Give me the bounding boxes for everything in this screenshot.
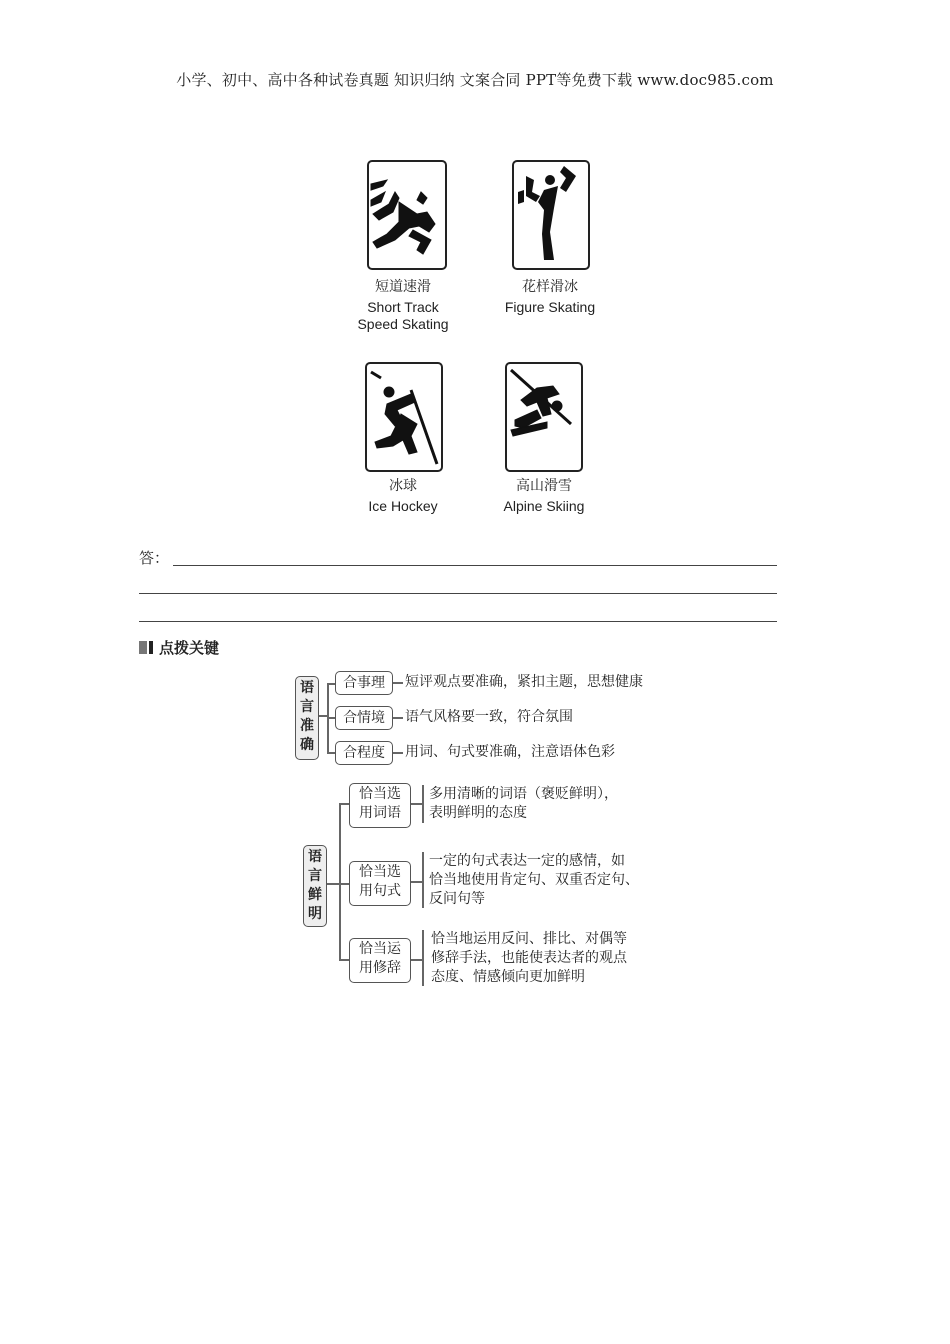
connector — [411, 959, 422, 961]
short-track-pictogram — [367, 160, 447, 270]
ice-hockey-caption: 冰球 Ice Hockey — [368, 478, 438, 514]
short-track-skater-icon — [369, 162, 445, 268]
connector — [339, 803, 349, 805]
alpine-skiing-pictogram — [505, 362, 583, 472]
figure-skater-icon — [514, 162, 588, 268]
connector — [327, 883, 339, 885]
diagram1-branch-2: 合情境 — [335, 706, 393, 730]
answer-label: 答： — [139, 549, 170, 567]
connector — [339, 883, 349, 885]
section-marker-icon — [139, 641, 147, 654]
connector — [339, 803, 341, 960]
diagram2-branch-3: 恰当运 用修辞 — [349, 938, 411, 983]
diagram1-desc-3: 用词、句式要准确，注意语体色彩 — [405, 744, 615, 760]
diagram2-desc-1: 多用清晰的词语（褒贬鲜明）， 表明鲜明的态度 — [429, 786, 618, 821]
connector — [319, 715, 327, 717]
page-header: 小学、初中、高中各种试卷真题 知识归纳 文案合同 PPT等免费下载 www.doc985.com — [176, 71, 774, 89]
short-track-caption: 短道速滑 Short Track Speed Skating — [357, 279, 449, 332]
connector — [393, 682, 403, 684]
section-marker-bar — [149, 641, 153, 654]
answer-line[interactable] — [173, 565, 777, 566]
diagram2-root: 语言鲜明 — [303, 845, 327, 927]
diagram1-branch-1: 合事理 — [335, 671, 393, 695]
connector — [411, 881, 422, 883]
connector — [393, 752, 403, 754]
connector — [422, 930, 424, 986]
connector — [393, 717, 403, 719]
answer-line[interactable] — [139, 621, 777, 622]
connector — [411, 803, 422, 805]
figure-skating-pictogram — [512, 160, 590, 270]
diagram2-branch-1: 恰当选 用词语 — [349, 783, 411, 828]
alpine-skier-icon — [507, 364, 581, 470]
diagram1-desc-1: 短评观点要准确，紧扣主题，思想健康 — [405, 674, 643, 690]
connector — [327, 752, 335, 754]
connector — [327, 683, 335, 685]
diagram1-root: 语言准确 — [295, 676, 319, 760]
connector — [339, 959, 349, 961]
ice-hockey-pictogram — [365, 362, 443, 472]
diagram2-desc-2: 一定的句式表达一定的感情，如 恰当地使用肯定句、双重否定句、 反问句等 — [429, 853, 639, 907]
diagram1-desc-2: 语气风格要一致，符合氛围 — [405, 709, 573, 725]
connector — [327, 717, 335, 719]
diagram1-branch-3: 合程度 — [335, 741, 393, 765]
diagram2-desc-3: 恰当地运用反问、排比、对偶等 修辞手法，也能使表达者的观点 态度、情感倾向更加鲜明 — [431, 931, 627, 985]
figure-skating-caption: 花样滑冰 Figure Skating — [504, 279, 596, 315]
section-heading: 点拨关键 — [139, 637, 219, 658]
diagram2-branch-2: 恰当选 用句式 — [349, 861, 411, 906]
ice-hockey-player-icon — [367, 364, 441, 470]
connector — [422, 852, 424, 908]
alpine-skiing-caption: 高山滑雪 Alpine Skiing — [503, 478, 585, 514]
connector — [422, 785, 424, 823]
answer-line[interactable] — [139, 593, 777, 594]
